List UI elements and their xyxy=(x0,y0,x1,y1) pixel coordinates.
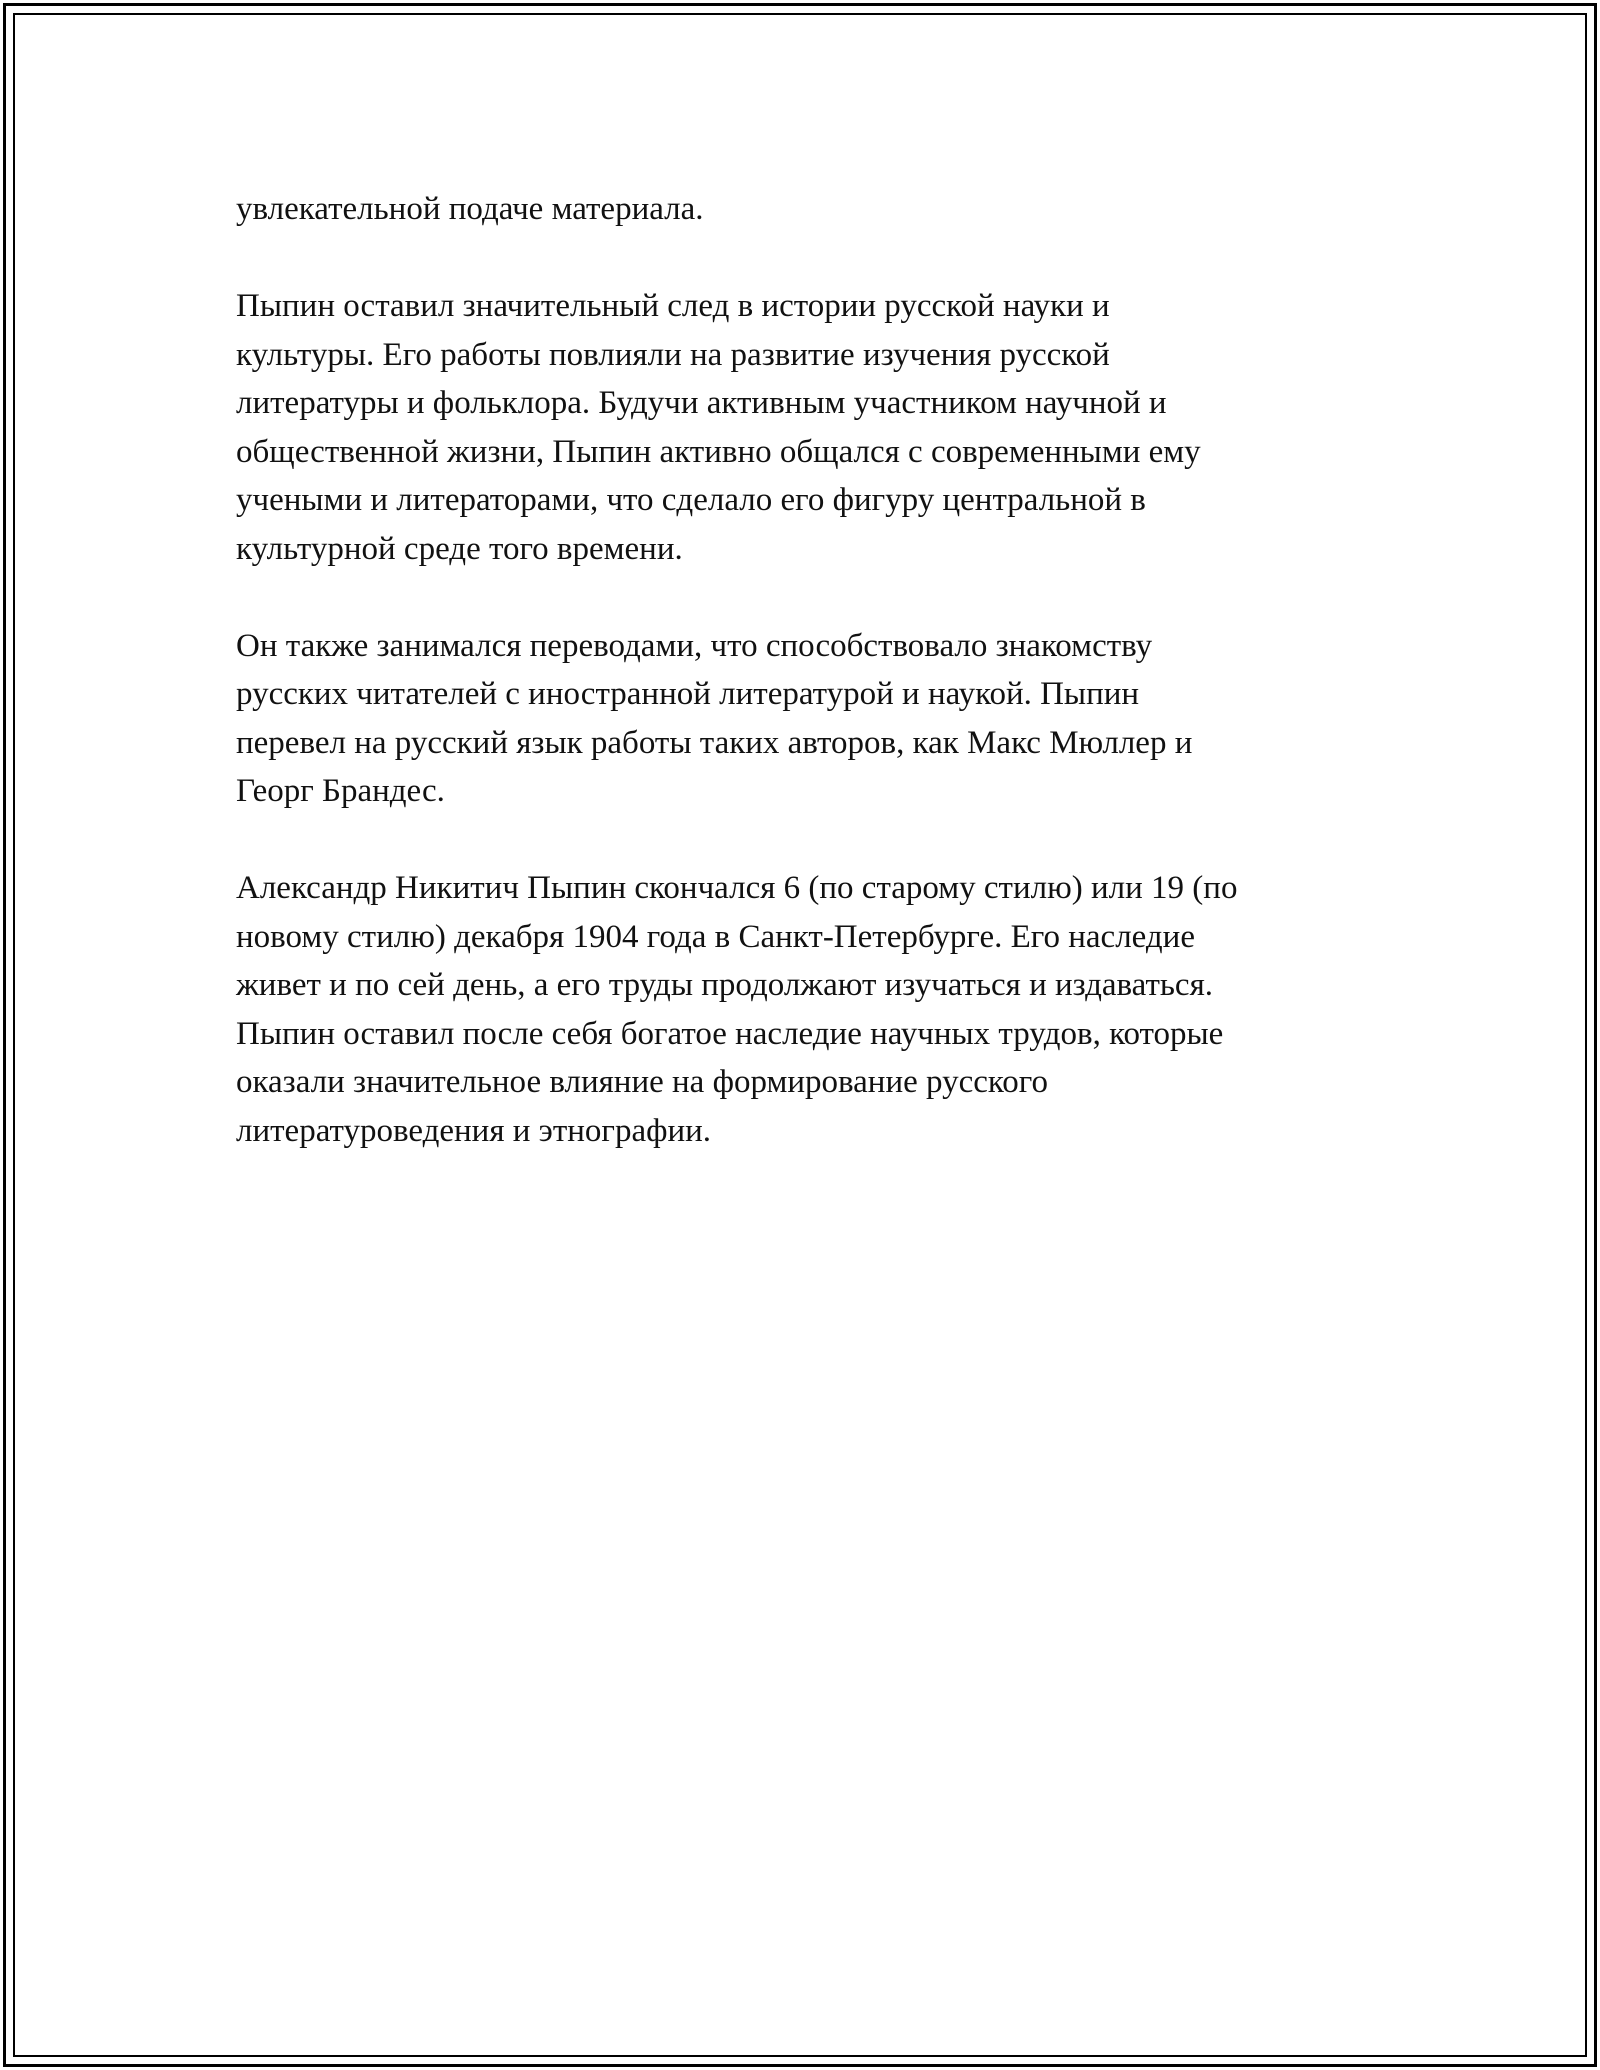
text-line: русских читателей с иностранной литературой и наукой. Пыпин xyxy=(236,676,1140,712)
text-line: увлекательной подаче материала. xyxy=(236,191,704,227)
paragraph-3 xyxy=(236,622,1366,816)
text-line: Александр Никитич Пыпин скончался 6 (по старому стилю) или 19 (по xyxy=(236,870,1238,906)
paragraph-4 xyxy=(236,864,1366,1155)
text-line: новому стилю) декабря 1904 года в Санкт-Петербурге. Его наследие xyxy=(236,918,1195,955)
paragraph-2 xyxy=(236,282,1366,573)
text-line: литературы и фольклора. Будучи активным участником научной и xyxy=(236,385,1167,421)
text-line: литературоведения и этнографии. xyxy=(236,1112,712,1149)
text-line: культуры. Его работы повлияли на развитие изучения русской xyxy=(236,336,1110,373)
text-line: живет и по сей день, а его труды продолжают изучаться и издаваться. xyxy=(236,967,1214,1003)
document-body xyxy=(236,185,1366,1204)
text-line: Пыпин оставил после себя богатое наследие научных трудов, которые xyxy=(236,1015,1224,1052)
text-line: перевел на русский язык работы таких авторов, как Макс Мюллер и xyxy=(236,724,1193,761)
paragraph-1 xyxy=(236,185,1366,234)
text-line: культурной среде того времени. xyxy=(236,530,683,567)
text-line: оказали значительное влияние на формирование русского xyxy=(236,1064,1048,1100)
text-line: общественной жизни, Пыпин активно общался с современными ему xyxy=(236,433,1201,470)
text-line: учеными и литераторами, что сделало его фигуру центральной в xyxy=(236,482,1146,518)
text-line: Георг Брандес. xyxy=(236,773,445,809)
text-line: Он также занимался переводами, что способствовало знакомству xyxy=(236,627,1153,664)
text-line: Пыпин оставил значительный след в истории русской науки и xyxy=(236,288,1110,324)
